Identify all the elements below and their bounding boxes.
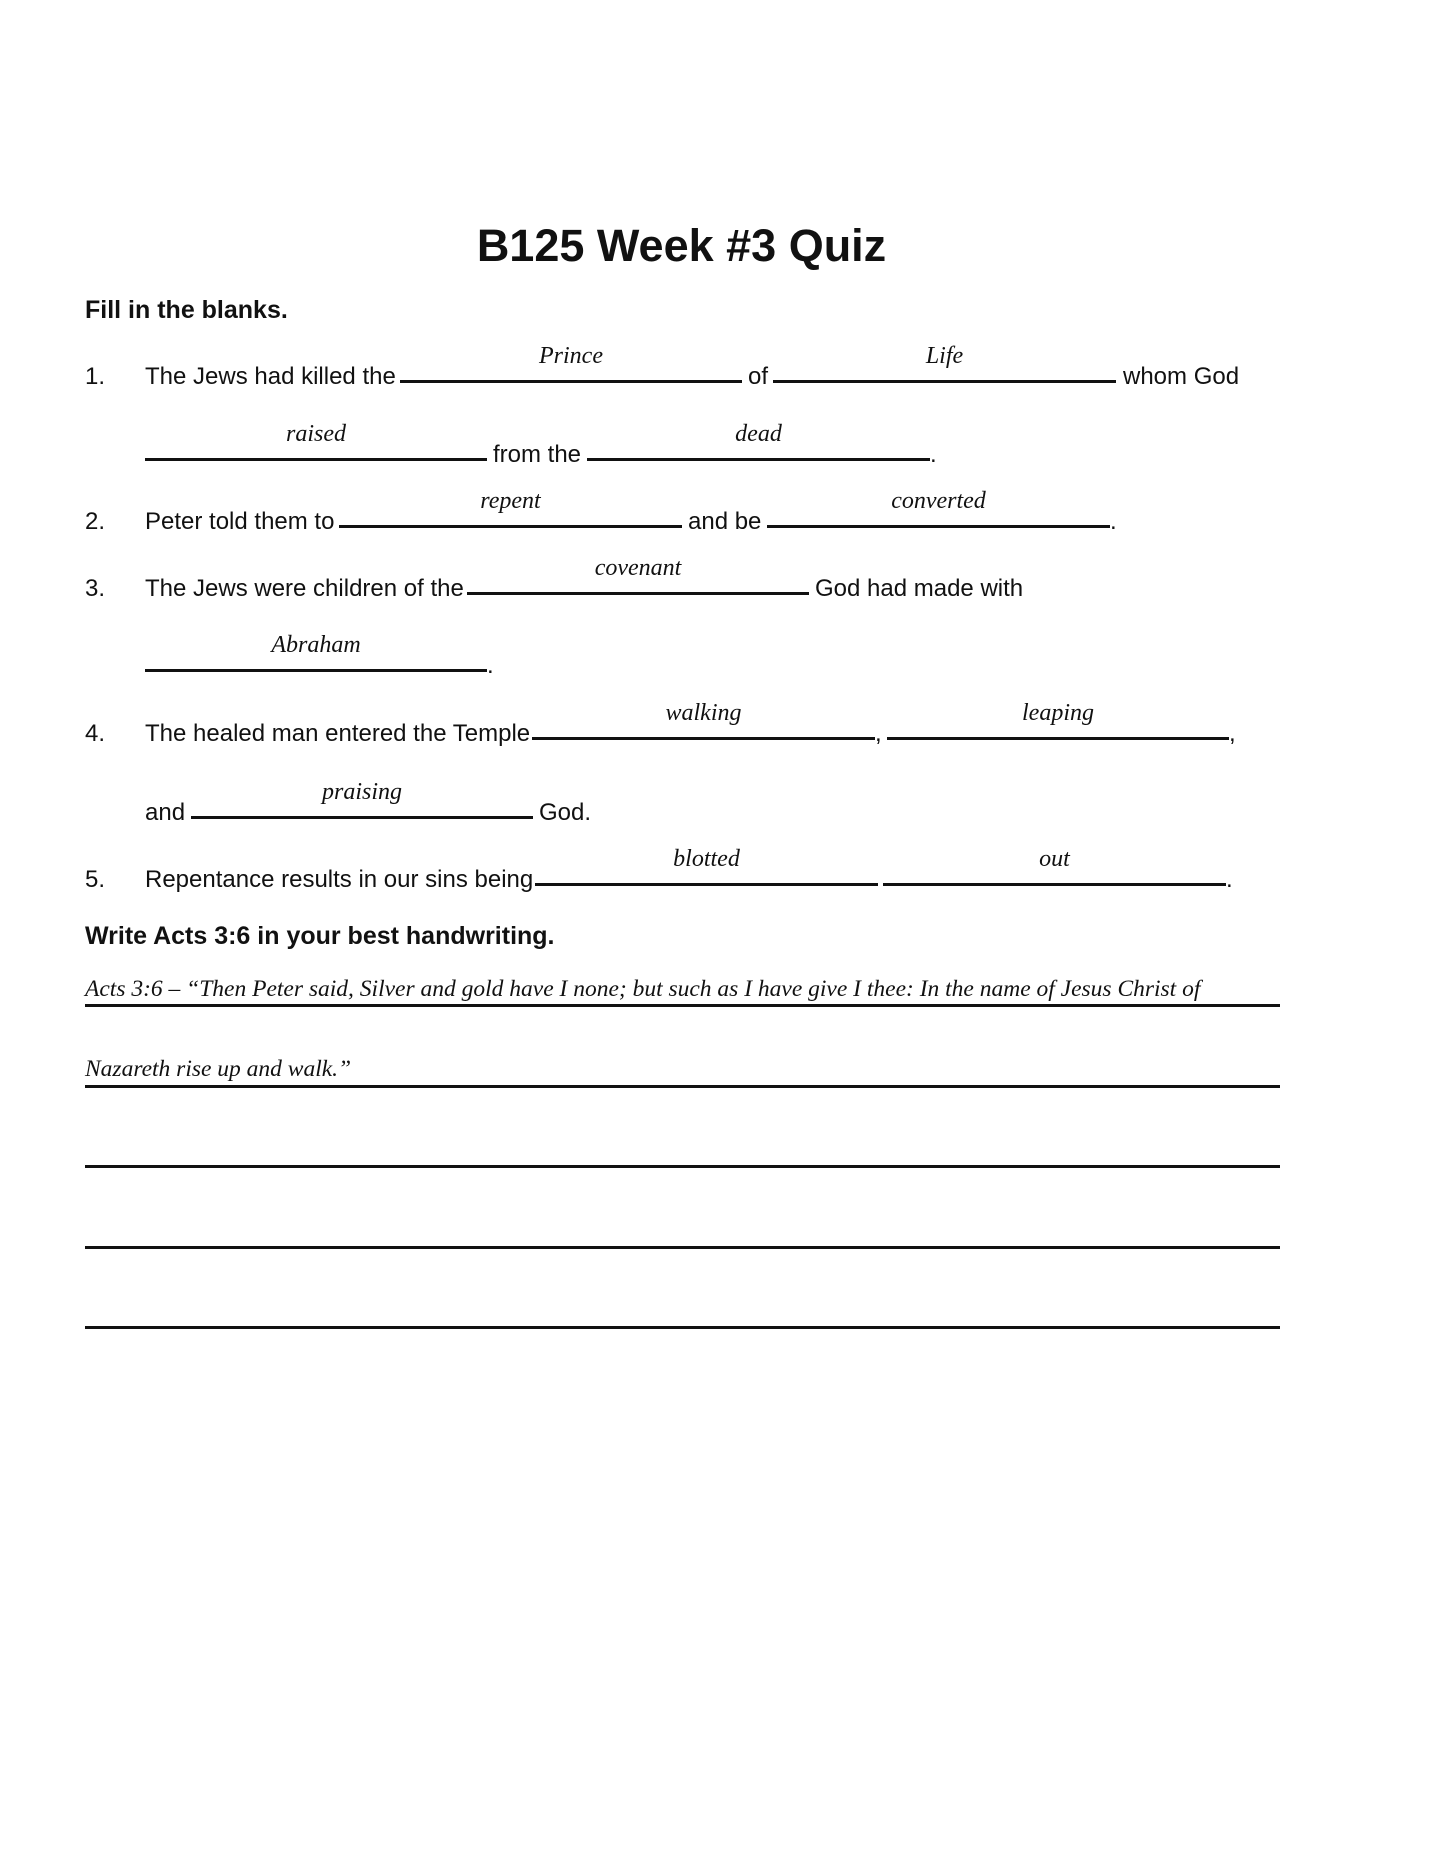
question-1-continued (0, 421, 1445, 470)
handwriting-line-1[interactable] (85, 1004, 1280, 1007)
answer-blank[interactable] (467, 551, 809, 595)
question-text: God. (539, 799, 592, 826)
question-text: Peter told them to (145, 508, 335, 535)
question-text: and (145, 799, 186, 826)
answer-blank[interactable] (767, 484, 1110, 528)
answer-blank[interactable] (773, 339, 1116, 383)
handwriting-line-4[interactable] (85, 1246, 1280, 1249)
question-number: 2. (85, 508, 106, 535)
answer-blank[interactable] (400, 339, 742, 383)
question-4 (0, 700, 1445, 749)
answer-blank[interactable] (532, 696, 875, 740)
handwriting-line-1-text: Acts 3:6 – “Then Peter said, Silver and gold have I none; but such as I have give I thee: In the name of Jesus Christ of (85, 976, 1201, 1002)
handwriting-line-3[interactable] (85, 1165, 1280, 1168)
answer-text: Abraham (271, 632, 361, 658)
page-title: B125 Week #3 Quiz (476, 220, 887, 271)
answer-text: walking (665, 700, 742, 726)
answer-text: Prince (539, 343, 603, 369)
question-number: 1. (85, 363, 106, 390)
handwriting-line-2[interactable] (85, 1085, 1280, 1088)
punctuation: . (1226, 866, 1233, 893)
answer-blank[interactable] (145, 417, 487, 461)
answer-text: praising (321, 779, 402, 805)
answer-text: repent (480, 488, 541, 514)
answer-text: out (1039, 846, 1070, 872)
answer-text: Life (925, 343, 964, 369)
answer-blank[interactable] (191, 775, 533, 819)
question-number: 5. (85, 866, 106, 893)
question-text: and be (688, 508, 762, 535)
punctuation: , (1229, 720, 1236, 747)
answer-blank[interactable] (339, 484, 682, 528)
question-text: whom God (1123, 363, 1240, 390)
answer-blank[interactable] (145, 628, 487, 672)
question-text: The healed man entered the Temple (145, 720, 531, 747)
answer-text: covenant (594, 555, 682, 581)
answer-blank[interactable] (887, 696, 1229, 740)
punctuation: , (875, 720, 882, 747)
answer-text: raised (286, 421, 346, 447)
question-text: of (748, 363, 769, 390)
fill-blanks-heading: Fill in the blanks. (85, 296, 288, 324)
question-number: 4. (85, 720, 106, 747)
question-text: God had made with (815, 575, 1024, 602)
question-text: The Jews were children of the (145, 575, 464, 602)
question-5 (0, 846, 1445, 895)
question-3-continued (0, 632, 1445, 681)
punctuation: . (930, 441, 937, 468)
handwriting-heading: Write Acts 3:6 in your best handwriting. (85, 922, 555, 950)
question-text: The Jews had killed the (145, 363, 396, 390)
question-text: Repentance results in our sins being (145, 866, 534, 893)
question-3 (0, 555, 1445, 604)
question-text: from the (493, 441, 582, 468)
question-2 (0, 488, 1445, 537)
answer-blank[interactable] (587, 417, 930, 461)
punctuation: . (487, 652, 494, 679)
answer-text: leaping (1022, 700, 1094, 726)
handwriting-line-2-text: Nazareth rise up and walk.” (85, 1056, 352, 1082)
answer-text: blotted (673, 846, 740, 872)
handwriting-line-5[interactable] (85, 1326, 1280, 1329)
answer-blank[interactable] (883, 842, 1226, 886)
answer-blank[interactable] (535, 842, 878, 886)
question-4-continued (0, 779, 1445, 828)
punctuation: . (1110, 508, 1117, 535)
answer-text: converted (891, 488, 986, 514)
question-number: 3. (85, 575, 106, 602)
answer-text: dead (735, 421, 782, 447)
question-1 (0, 343, 1445, 392)
